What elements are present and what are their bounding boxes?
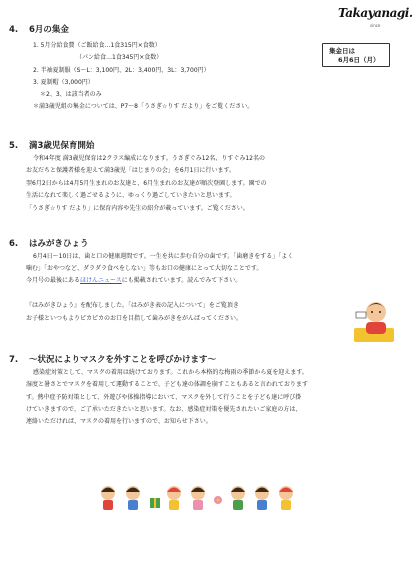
section-6-number: 6.: [9, 239, 19, 249]
section-4-title: 6月の集金: [29, 25, 69, 35]
mask-line-2: 湿度と暑さとでマスクを着用して運動することで、子ども達の体調を崩すこともあると言われております: [26, 381, 308, 388]
childcare-line-1: 令和4年度 満3歳児保育は2クラス編成になります。うさぎぐみ12名、りすぐみ12名の: [33, 155, 265, 162]
section-7-heading: [9, 353, 216, 365]
child-figure-1: [101, 486, 115, 510]
section-5-heading: [9, 139, 94, 151]
flower-icon: [214, 496, 222, 504]
section-7-title: ～状況によりマスクを外すことを呼びかけます～: [29, 355, 217, 365]
brushing-line-4: 『はみがきひょう』を配布しました。「はみがき表の記入について」をご覧頂き: [26, 302, 239, 309]
collection-line-1: 1. 5月分給食費（ご飯給食…1食315円×食数）: [33, 42, 161, 49]
child-figure-4: [191, 486, 205, 510]
child-figure-3: [167, 486, 181, 510]
brushing-line-3-pre: 今月号の最後にある: [26, 277, 81, 284]
child-figure-6: [255, 486, 269, 510]
collection-line-5: ＊2、3、は該当者のみ: [40, 91, 102, 98]
illustration-body: [366, 322, 386, 334]
children-decoration-row: [98, 484, 298, 512]
child-brushing-illustration: [350, 298, 398, 344]
section-4-number: 4.: [9, 25, 19, 35]
collection-date-box: [322, 43, 390, 67]
collection-line-3: 2. 半袖夏制服（S～L：3,100円、2L：3,400円、3L：3,700円）: [33, 67, 210, 74]
mask-line-3: す。熱中症予防対策として、外遊びや体操指導において、マスクを外して行うことを子ども達に呼び掛: [26, 394, 302, 401]
child-figure-5: [231, 486, 245, 510]
childcare-line-4: 生活になれて楽しく過ごせるように、ゆっくり過ごしていきたいと思います。: [26, 192, 236, 199]
section-7-number: 7.: [9, 355, 19, 365]
collection-line-4: 3. 夏制帽（3,000円）: [33, 79, 94, 86]
gift-box-icon: [150, 498, 160, 508]
illustration-face: [366, 302, 386, 322]
brushing-line-2: 噛む」「おやつなど、ダラダラ食べをしない」等もお口の健康にとって大切なことです。: [26, 265, 263, 272]
mask-line-5: 連絡いただければ、マスクの着用を行いますので、お知らせ下さい。: [26, 418, 212, 425]
school-logo: [338, 6, 414, 34]
childcare-line-2: お友だちと保護者様を迎えて満3歳児「はじまりの会」を6月1日に行います。: [26, 167, 235, 174]
child-figure-7: [279, 486, 293, 510]
brushing-line-1: 6月4日～10日は、歯と口の健康週間です。一生を共に歩む自分の歯です。「歯磨きをする」「よく: [33, 253, 294, 260]
section-5-number: 5.: [9, 141, 19, 151]
illustration-toothbrush: [356, 312, 366, 318]
section-5-title: 満3歳児保育開始: [29, 141, 95, 151]
section-6-heading: [9, 237, 89, 249]
collection-date-label: 集金日は: [329, 47, 355, 55]
brushing-line-3-post: にも掲載されています。読んでみて下さい。: [121, 277, 242, 284]
collection-line-6: ＊満3歳児組の集金については、P7～8「うさぎ☆りす だより」をご覧ください。: [33, 103, 254, 110]
mask-line-1: 感染症対策として、マスクの着用は続けております。これから本格的な梅雨の季節から夏を迎えます。: [33, 369, 308, 376]
collection-date-value: 6月6日（月）: [338, 56, 380, 64]
brushing-line-3: [26, 277, 241, 284]
collection-line-2: （パン給食…1食345円×食数）: [76, 54, 163, 61]
logo-sub-text: since: [370, 23, 381, 28]
childcare-line-5: 「うさぎ☆りす だより」に保育内容や先生の紹介が載っています。ご覧ください。: [26, 205, 249, 212]
childcare-line-3: 翌6月2日からは4月5月生まれのお友達と、6月生まれのお友達が順次登園します。園での: [26, 180, 267, 187]
health-news-link[interactable]: ほけんニュース: [80, 277, 122, 284]
child-figure-2: [126, 486, 140, 510]
mask-line-4: けていきますので、ご了承いただきたいと思います。なお、感染症対策を優先されたいご家庭の方は、: [26, 406, 302, 413]
section-4-heading: [9, 23, 69, 35]
brushing-line-5: お子様といつもよりピカピカのお口を目指して歯みがきをがんばってください。: [26, 315, 243, 322]
logo-brand-text: Takayanagi.: [338, 6, 413, 20]
section-6-title: はみがきひょう: [29, 239, 89, 249]
